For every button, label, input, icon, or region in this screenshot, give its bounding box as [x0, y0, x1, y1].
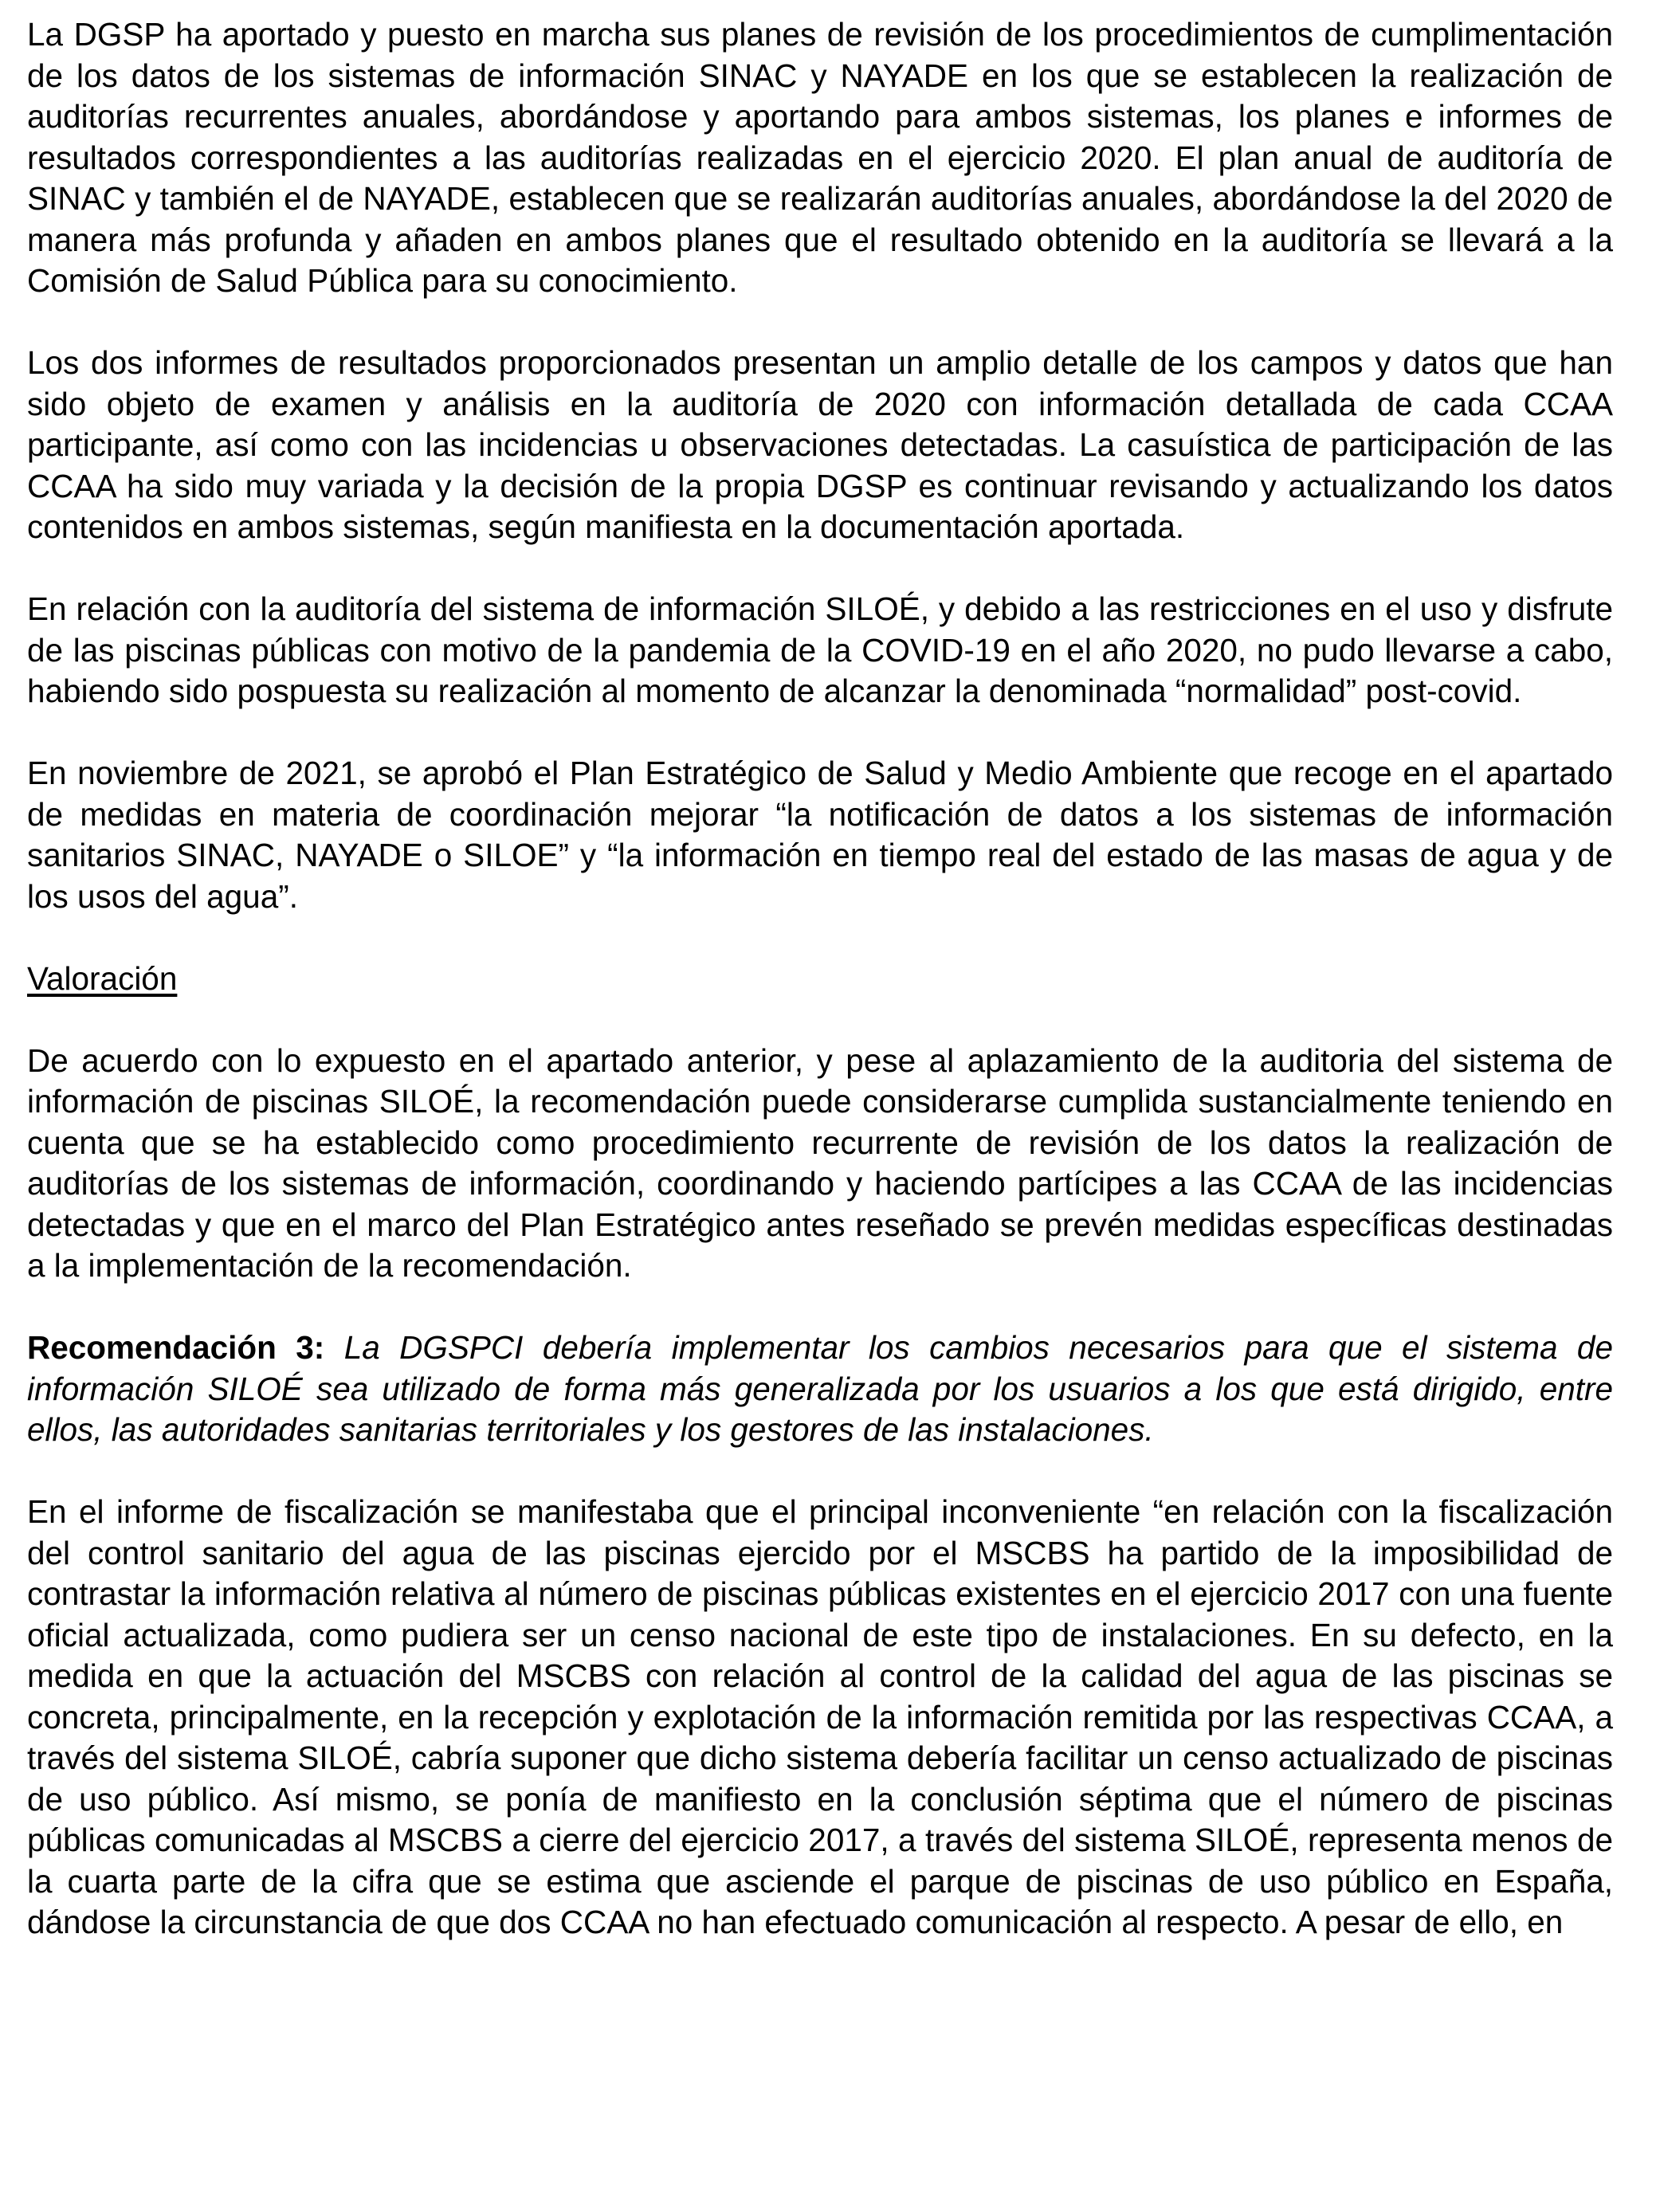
recommendation-text: La DGSPCI debería implementar los cambios necesarios para que el sistema de información SILOÉ sea utilizado de forma más generalizada por los usuarios a los que está dirigido, entre ellos, las autoridades sanitarias territoriales y los gestores de las instalaciones. [27, 1329, 1613, 1448]
paragraph-auditorias-sinac-nayade: La DGSP ha aportado y puesto en marcha sus planes de revisión de los procedimientos de cumplimentación de los datos de los sistemas de información SINAC y NAYADE en los que se establecen la realización de auditorías recurrentes anuales, abordándose y aportando para ambos sistemas, los planes e informes de resultados correspondientes a las auditorías realizadas en el ejercicio 2020. El plan anual de auditoría de SINAC y también el de NAYADE, establecen que se realizarán auditorías anuales, abordándose la del 2020 de manera más profunda y añaden en ambos planes que el resultado obtenido en la auditoría se llevará a la Comisión de Salud Pública para su conocimiento. [27, 16, 1613, 299]
recommendation-label: Recomendación 3: [27, 1329, 325, 1366]
section-heading-valoracion: Valoración [27, 959, 178, 997]
document-page [27, 14, 1613, 1984]
paragraph-valoracion: De acuerdo con lo expuesto en el apartado anterior, y pese al aplazamiento de la auditoria del sistema de información de piscinas SILOÉ, la recomendación puede considerarse cumplida sustancialmente teniendo en cuenta que se ha establecido como procedimiento recurrente de revisión de los datos la realización de auditorías de los sistemas de información, coordinando y haciendo partícipes a las CCAA de las incidencias detectadas y que en el marco del Plan Estratégico antes reseñado se prevén medidas específicas destinadas a la implementación de la recomendación. [27, 1041, 1613, 1284]
recommendation-block [27, 1328, 1613, 1451]
paragraph-informes-resultados: Los dos informes de resultados proporcionados presentan un amplio detalle de los campos y datos que han sido objeto de examen y análisis en la auditoría de 2020 con información detallada de cada CCAA participante, así como con las incidencias u observaciones detectadas. La casuística de participación de las CCAA ha sido muy variada y la decisión de la propia DGSP es continuar revisando y actualizando los datos contenidos en ambos sistemas, según manifiesta en la documentación aportada. [27, 344, 1613, 545]
paragraph-plan-estrategico: En noviembre de 2021, se aprobó el Plan Estratégico de Salud y Medio Ambiente que recoge en el apartado de medidas en materia de coordinación mejorar “la notificación de datos a los sistemas de información sanitarios SINAC, NAYADE o SILOE” y “la información en tiempo real del estado de las masas de agua y de los usos del agua”. [27, 755, 1613, 915]
paragraph-informe-fiscalizacion: En el informe de fiscalización se manifestaba que el principal inconveniente “en relación con la fiscalización del control sanitario del agua de las piscinas ejercido por el MSCBS ha partido de la imposibilidad de contrastar la información relativa al número de piscinas públicas existentes en el ejercicio 2017 con una fuente oficial actualizada, como pudiera ser un censo nacional de este tipo de instalaciones. En su defecto, en la medida en que la actuación del MSCBS con relación al control de la calidad del agua de las piscinas se concreta, principalmente, en la recepción y explotación de la información remitida por las respectivas CCAA, a través del sistema SILOÉ, cabría suponer que dicho sistema debería facilitar un censo actualizado de piscinas de uso público. Así mismo, se ponía de manifiesto en la conclusión séptima que el número de piscinas públicas comunicadas al MSCBS a cierre del ejercicio 2017, a través del sistema SILOÉ, representa menos de la cuarta parte de la cifra que se estima que asciende el parque de piscinas de uso público en España, dándose la circunstancia de que dos CCAA no han efectuado comunicación al respecto. A pesar de ello, en [27, 1493, 1613, 1940]
paragraph-auditoria-siloe: En relación con la auditoría del sistema de información SILOÉ, y debido a las restricciones en el uso y disfrute de las piscinas públicas con motivo de la pandemia de la COVID-19 en el año 2020, no pudo llevarse a cabo, habiendo sido pospuesta su realización al momento de alcanzar la denominada “normalidad” post-covid. [27, 590, 1613, 709]
